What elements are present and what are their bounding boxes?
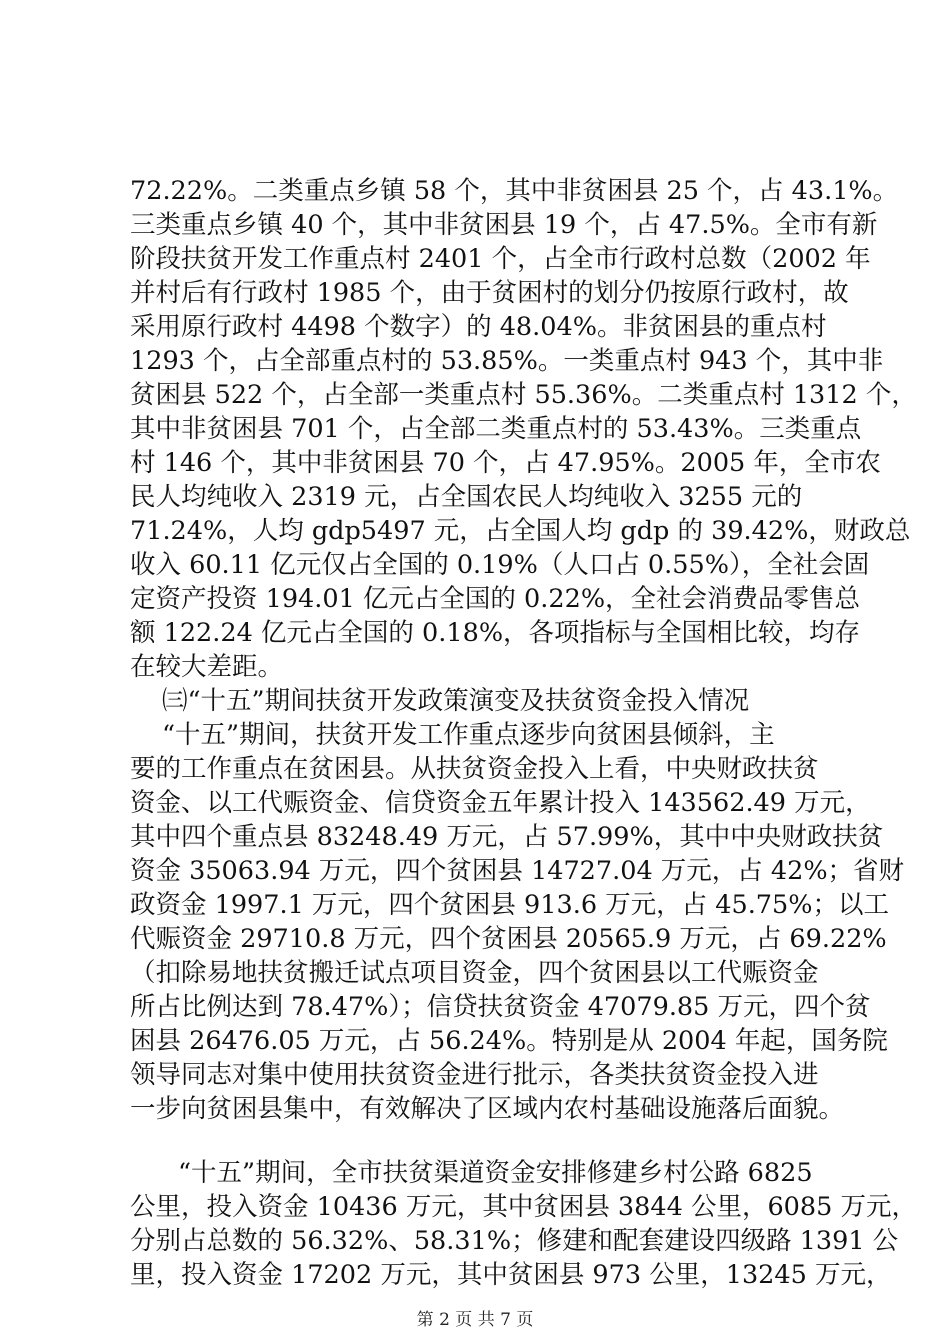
text-line: 在较大差距。 (130, 652, 284, 682)
text-line: 资金 35063.94 万元，四个贫困县 14727.04 万元，占 42%；省财 (130, 856, 905, 886)
text-line: 阶段扶贫开发工作重点村 2401 个，占全市行政村总数（2002 年 (130, 244, 871, 274)
text-line: 并村后有行政村 1985 个，由于贫困村的划分仍按原行政村，故 (130, 278, 849, 308)
text-line: 政资金 1997.1 万元，四个贫困县 913.6 万元，占 45.75%；以工 (130, 890, 889, 920)
text-line: 收入 60.11 亿元仅占全国的 0.19%（人口占 0.55%），全社会固 (130, 550, 870, 580)
text-line: 公里，投入资金 10436 万元，其中贫困县 3844 公里，6085 万元， (130, 1192, 917, 1222)
text-line: 一步向贫困县集中，有效解决了区域内农村基础设施落后面貌。 (130, 1094, 845, 1124)
section-heading: ㈢“十五”期间扶贫开发政策演变及扶贫资金投入情况 (162, 686, 750, 716)
text-line: 72.22%。二类重点乡镇 58 个，其中非贫困县 25 个，占 43.1%。 (130, 176, 899, 206)
text-line: 额 122.24 亿元占全国的 0.18%，各项指标与全国相比较，均存 (130, 618, 861, 648)
text-line: 定资产投资 194.01 亿元占全国的 0.22%，全社会消费品零售总 (130, 584, 861, 614)
text-line: 采用原行政村 4498 个数字）的 48.04%。非贫困县的重点村 (130, 312, 827, 342)
text-line: 贫困县 522 个，占全部一类重点村 55.36%。二类重点村 1312 个， (130, 380, 917, 410)
text-line: 1293 个，占全部重点村的 53.85%。一类重点村 943 个，其中非 (130, 346, 884, 376)
text-line: 分别占总数的 56.32%、58.31%；修建和配套建设四级路 1391 公 (130, 1226, 899, 1256)
text-line: 所占比例达到 78.47%）；信贷扶贫资金 47079.85 万元，四个贫 (130, 992, 871, 1022)
text-line: 其中非贫困县 701 个，占全部二类重点村的 53.43%。三类重点 (130, 414, 862, 444)
text-line: 三类重点乡镇 40 个，其中非贫困县 19 个，占 47.5%。全市有新 (130, 210, 878, 240)
text-line: 里，投入资金 17202 万元，其中贫困县 973 公里，13245 万元， (130, 1260, 892, 1290)
text-line: （扣除易地扶贫搬迁试点项目资金，四个贫困县以工代赈资金 (130, 958, 819, 988)
text-line: 民人均纯收入 2319 元，占全国农民人均纯收入 3255 元的 (130, 482, 803, 512)
text-line: 资金、以工代赈资金、信贷资金五年累计投入 143562.49 万元， (130, 788, 871, 818)
text-line: 要的工作重点在贫困县。从扶贫资金投入上看，中央财政扶贫 (130, 754, 819, 784)
text-line: 其中四个重点县 83248.49 万元，占 57.99%，其中中央财政扶贫 (130, 822, 884, 852)
page-footer: 第 2 页 共 7 页 (416, 1310, 534, 1330)
text-line: “十五”期间，扶贫开发工作重点逐步向贫困县倾斜，主 (162, 720, 775, 750)
text-line: 村 146 个，其中非贫困县 70 个，占 47.95%。2005 年，全市农 (130, 448, 881, 478)
text-line: 71.24%，人均 gdp5497 元，占全国人均 gdp 的 39.42%，财政总 (130, 516, 911, 546)
text-line: “十五”期间，全市扶贫渠道资金安排修建乡村公路 6825 (178, 1158, 813, 1188)
text-line: 困县 26476.05 万元，占 56.24%。特别是从 2004 年起，国务院 (130, 1026, 888, 1056)
text-line: 代赈资金 29710.8 万元，四个贫困县 20565.9 万元，占 69.22% (130, 924, 887, 954)
text-line: 领导同志对集中使用扶贫资金进行批示，各类扶贫资金投入进 (130, 1060, 819, 1090)
